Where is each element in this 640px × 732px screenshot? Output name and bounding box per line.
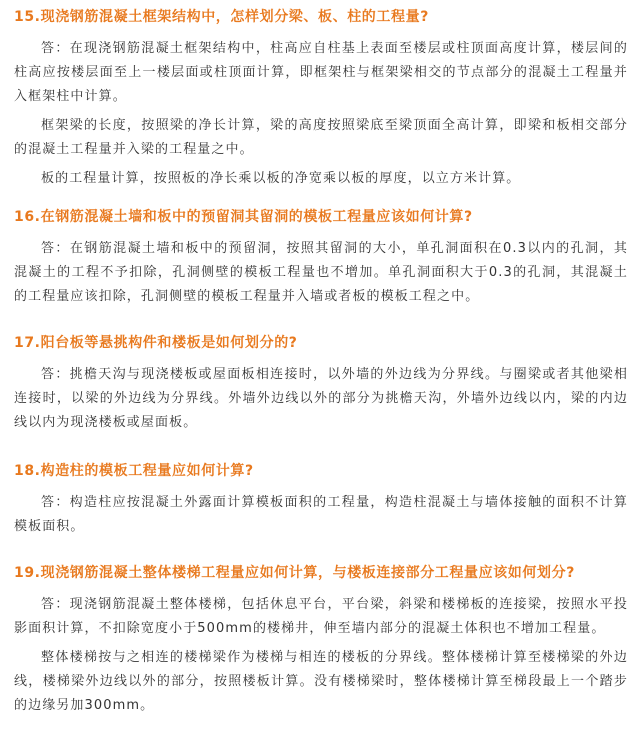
section-heading: 17.阳台板等悬挑构件和楼板是如何划分的? <box>14 335 298 351</box>
section-heading: 16.在钢筋混凝土墙和板中的预留洞其留洞的模板工程量应该如何计算? <box>14 209 473 225</box>
qa-section-18 <box>14 460 628 539</box>
qa-section-16 <box>14 206 628 309</box>
section-paragraph: 整体楼梯按与之相连的楼梯梁作为楼梯与相连的楼板的分界线。整体楼梯计算至楼梯梁的外边线，楼梯梁外边线以外的部分，按照楼板计算。没有楼梯梁时，整体楼梯计算至梯段最上一个踏步的边缘另加300mm。 <box>14 650 628 713</box>
qa-section-19 <box>14 562 628 718</box>
section-heading: 15.现浇钢筋混凝土框架结构中，怎样划分梁、板、柱的工程量? <box>14 9 429 25</box>
section-heading: 19.现浇钢筋混凝土整体楼梯工程量应如何计算，与楼板连接部分工程量应该如何划分? <box>14 565 575 581</box>
qa-section-17 <box>14 332 628 435</box>
section-paragraph: 答：构造柱应按混凝土外露面计算模板面积的工程量，构造柱混凝土与墙体接触的面积不计算模板面积。 <box>14 495 628 534</box>
section-paragraph: 板的工程量计算，按照板的净长乘以板的净宽乘以板的厚度，以立方米计算。 <box>41 171 521 186</box>
section-paragraph: 答：在现浇钢筋混凝土框架结构中，柱高应自柱基上表面至楼层或柱顶面高度计算，楼层间的柱高应按楼层面至上一楼层面或柱顶面计算，即框架柱与框架梁相交的节点部分的混凝土工程量并入框架柱中计算。 <box>14 41 628 104</box>
section-paragraph: 答：在钢筋混凝土墙和板中的预留洞，按照其留洞的大小，单孔洞面积在0.3以内的孔洞，其混凝土的工程不予扣除，孔洞侧壁的模板工程量也不增加。单孔洞面积大于0.3的孔洞，其混凝土的工程量应该扣除，孔洞侧壁的模板工程量并入墙或者板的模板工程之中。 <box>14 241 628 304</box>
section-paragraph: 框架梁的长度，按照梁的净长计算，梁的高度按照梁底至梁顶面全高计算，即梁和板相交部分的混凝土工程量并入梁的工程量之中。 <box>14 118 628 157</box>
section-heading: 18.构造柱的模板工程量应如何计算? <box>14 463 254 479</box>
qa-section-15 <box>14 6 628 191</box>
section-paragraph: 答：挑檐天沟与现浇楼板或屋面板相连接时，以外墙的外边线为分界线。与圈梁或者其他梁相连接时，以梁的外边线为分界线。外墙外边线以外的部分为挑檐天沟，外墙外边线以内，梁的内边线以内为现浇楼板或屋面板。 <box>14 367 628 430</box>
section-paragraph: 答：现浇钢筋混凝土整体楼梯，包括休息平台，平台梁，斜梁和楼梯板的连接梁，按照水平投影面积计算，不扣除宽度小于500mm的楼梯井，伸至墙内部分的混凝土体积也不增加工程量。 <box>14 597 628 636</box>
